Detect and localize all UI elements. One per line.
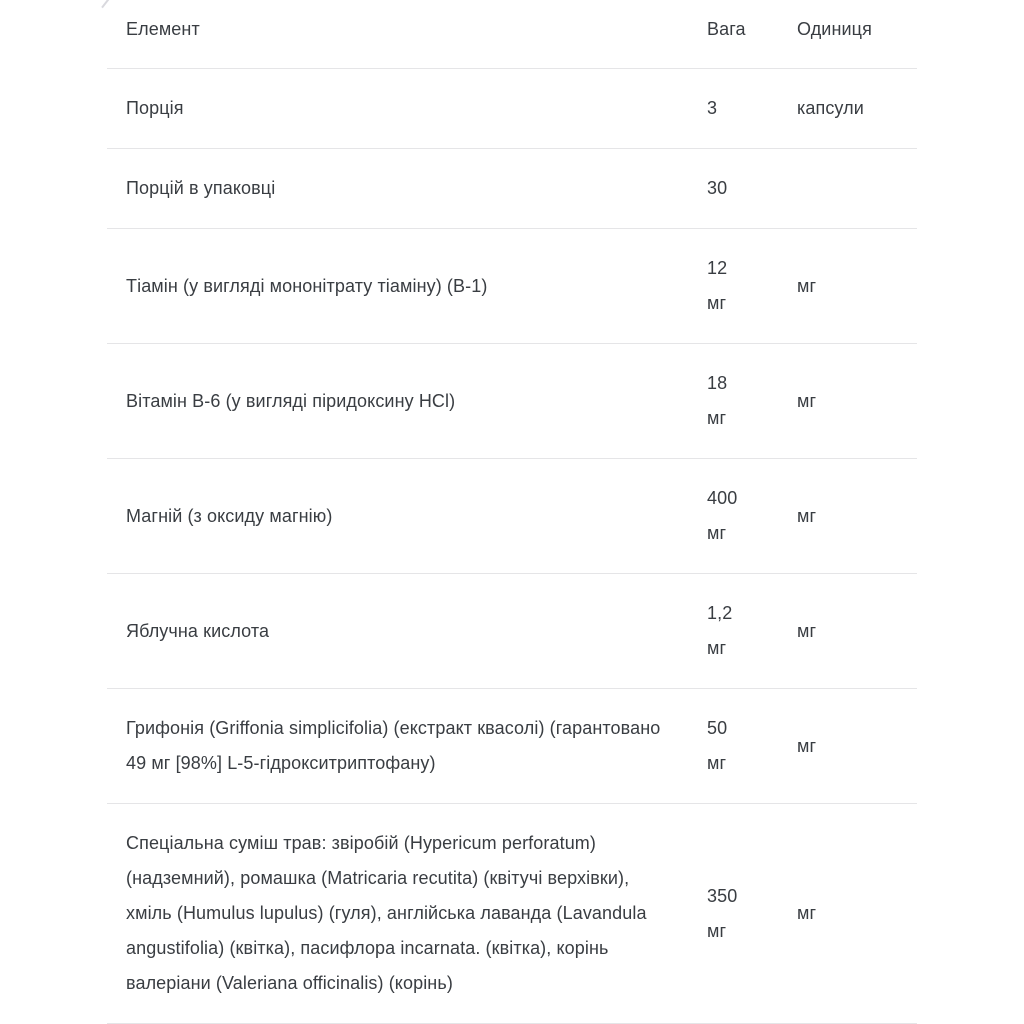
table-header-row bbox=[107, 0, 917, 69]
weight-unit: мг bbox=[707, 408, 727, 428]
column-header-weight: Вага bbox=[707, 19, 746, 39]
table-row-servings-per-pack bbox=[107, 149, 917, 229]
column-header-unit: Одиниця bbox=[797, 19, 872, 39]
unit-cell: мг bbox=[797, 903, 817, 923]
weight-value: 400 bbox=[707, 488, 738, 508]
element-cell: Магній (з оксиду магнію) bbox=[126, 505, 333, 526]
unit-cell: мг bbox=[797, 505, 817, 526]
unit-cell: капсули bbox=[797, 98, 864, 118]
table-row-thiamin bbox=[107, 229, 917, 344]
weight-cell bbox=[707, 251, 797, 321]
unit-cell: мг bbox=[797, 390, 817, 411]
weight-unit: мг bbox=[707, 920, 727, 941]
weight-cell bbox=[707, 171, 797, 206]
element-cell: Вітамін B-6 (у вигляді піридоксину HCl) bbox=[126, 390, 456, 411]
weight-unit: мг bbox=[707, 523, 727, 543]
weight-value: 350 bbox=[707, 885, 738, 906]
table-row-magnesium bbox=[107, 459, 917, 574]
weight-unit: мг bbox=[707, 753, 727, 773]
weight-cell bbox=[707, 879, 797, 949]
weight-cell bbox=[707, 711, 797, 781]
weight-cell bbox=[707, 481, 797, 551]
element-cell: Спеціальна суміш трав: звіробій (Hypericum perforatum) (надземний), ромашка (Matricaria recutita) (квітучі верхівки), хміль (Humulus lupulus) (гуля), англійська лаванда (Lavandula angustifolia) (квітка), пасифлора incarnata. (квітка), корінь валеріани (Valeriana officinalis) (корінь) bbox=[126, 833, 647, 993]
table-row-vitamin-b6 bbox=[107, 344, 917, 459]
column-header-element: Елемент bbox=[126, 19, 200, 39]
unit-cell: мг bbox=[797, 620, 817, 641]
weight-value: 3 bbox=[707, 98, 718, 118]
element-cell: Порція bbox=[126, 98, 184, 118]
table-row-malic-acid bbox=[107, 574, 917, 689]
weight-unit: мг bbox=[707, 293, 727, 313]
weight-cell bbox=[707, 596, 797, 666]
weight-value: 50 bbox=[707, 718, 728, 738]
element-cell: Порцій в упаковці bbox=[126, 178, 276, 198]
weight-value: 1,2 bbox=[707, 603, 733, 623]
weight-value: 12 bbox=[707, 258, 728, 278]
element-cell: Грифонія (Griffonia simplicifolia) (екстракт квасолі) (гарантовано 49 мг [98%] L-5-гідрокситриптофану) bbox=[126, 718, 661, 773]
table-row-herbal-blend bbox=[107, 804, 917, 1024]
supplement-facts-table bbox=[107, 0, 917, 1024]
weight-value: 18 bbox=[707, 373, 728, 393]
unit-cell: мг bbox=[797, 275, 817, 296]
element-cell: Яблучна кислота bbox=[126, 620, 270, 641]
weight-cell bbox=[707, 366, 797, 436]
weight-unit: мг bbox=[707, 638, 727, 658]
unit-cell: мг bbox=[797, 735, 817, 756]
table-row-serving bbox=[107, 69, 917, 149]
weight-cell bbox=[707, 91, 797, 126]
table-row-griffonia bbox=[107, 689, 917, 804]
weight-value: 30 bbox=[707, 178, 728, 198]
element-cell: Тіамін (у вигляді мононітрату тіаміну) (B-1) bbox=[126, 275, 488, 296]
